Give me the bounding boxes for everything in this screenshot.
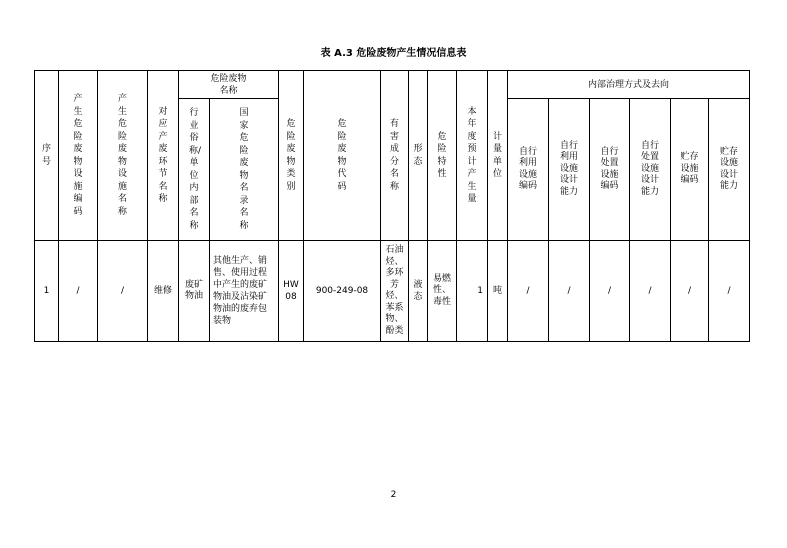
header-facility-name: 产生危险废物设施名称 bbox=[98, 71, 148, 241]
cell-unit: 吨 bbox=[488, 241, 508, 342]
header-code: 危险废物代码 bbox=[304, 71, 381, 241]
table-row bbox=[35, 241, 750, 342]
cell-self-dispose-code: / bbox=[590, 241, 630, 342]
header-storage-capacity: 贮存设施设计能力 bbox=[709, 99, 750, 241]
page-number: 2 bbox=[390, 490, 397, 500]
cell-form: 液态 bbox=[409, 241, 428, 342]
header-facility-code: 产生危险废物设施编码 bbox=[59, 71, 98, 241]
header-seq: 序号 bbox=[35, 71, 59, 241]
header-process: 对应产废环节名称 bbox=[148, 71, 179, 241]
cell-harmful: 石油烃、多环芳烃、苯系物、酚类 bbox=[381, 241, 409, 342]
cell-storage-code: / bbox=[671, 241, 709, 342]
header-disposal-group: 内部治理方式及去向 bbox=[508, 71, 750, 99]
cell-storage-capacity: / bbox=[709, 241, 750, 342]
header-annual: 本年度预计产生量 bbox=[457, 71, 488, 241]
cell-facility-name: / bbox=[98, 241, 148, 342]
header-storage-code: 贮存设施编码 bbox=[671, 99, 709, 241]
cell-industry-name: 废矿物油 bbox=[179, 241, 210, 342]
cell-self-dispose-capacity: / bbox=[630, 241, 671, 342]
header-self-use-capacity: 自行利用设施设计能力 bbox=[549, 99, 590, 241]
cell-category: HW08 bbox=[279, 241, 304, 342]
cell-self-use-capacity: / bbox=[549, 241, 590, 342]
header-form: 形态 bbox=[409, 71, 428, 241]
cell-process: 维修 bbox=[148, 241, 179, 342]
table-title: 表 A.3 危险废物产生情况信息表 bbox=[320, 48, 467, 59]
header-industry-name: 行业俗称/单位内部名称 bbox=[179, 99, 210, 241]
header-harmful: 有害成分名称 bbox=[381, 71, 409, 241]
header-property: 危险特性 bbox=[428, 71, 457, 241]
header-self-dispose-code: 自行处置设施编码 bbox=[590, 99, 630, 241]
cell-annual: 1 bbox=[457, 241, 488, 342]
header-unit: 计量单位 bbox=[488, 71, 508, 241]
cell-property: 易燃性、毒性 bbox=[428, 241, 457, 342]
header-self-use-code: 自行利用设施编码 bbox=[508, 99, 549, 241]
header-national-name: 国家危险废物名录名称 bbox=[210, 99, 279, 241]
hazardous-waste-table bbox=[34, 70, 750, 342]
header-self-dispose-capacity: 自行处置设施设计能力 bbox=[630, 99, 671, 241]
cell-national-name: 其他生产、销售、使用过程中产生的废矿物油及沾染矿物油的废弃包装物 bbox=[210, 241, 279, 342]
header-category: 危险废物类别 bbox=[279, 71, 304, 241]
cell-facility-code: / bbox=[59, 241, 98, 342]
cell-seq: 1 bbox=[35, 241, 59, 342]
cell-self-use-code: / bbox=[508, 241, 549, 342]
header-waste-name-group: 危险废物名称 bbox=[179, 71, 279, 99]
cell-code: 900-249-08 bbox=[304, 241, 381, 342]
